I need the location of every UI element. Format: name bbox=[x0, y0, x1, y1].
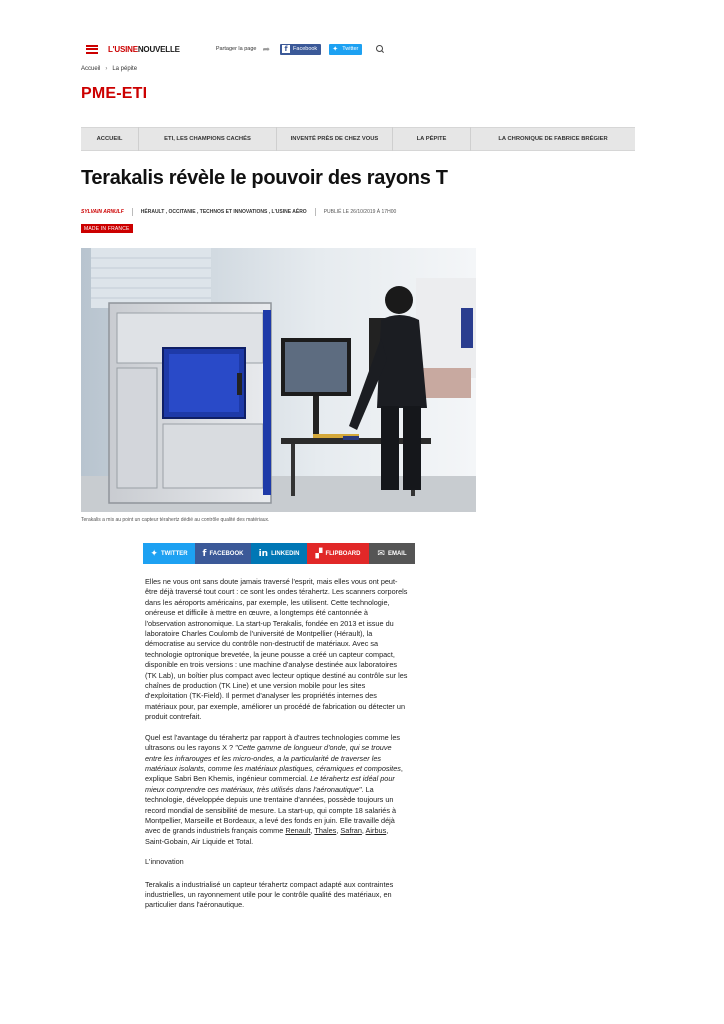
breadcrumb bbox=[81, 66, 137, 72]
meta-divider bbox=[315, 208, 316, 216]
quote-text: Le térahertz est idéal pour mieux comprendre ces matériaux, très utilisés dans l'aéronautique" bbox=[145, 774, 395, 794]
article-subhead: L'innovation bbox=[145, 857, 184, 867]
facebook-icon: f bbox=[282, 45, 290, 53]
share-flipboard-button[interactable] bbox=[307, 543, 369, 564]
article-photo bbox=[81, 248, 476, 512]
share-email-button[interactable] bbox=[369, 543, 415, 564]
share-twitter-label: TWITTER bbox=[160, 550, 188, 557]
nav-item-champions[interactable]: ETI, LES CHAMPIONS CACHÉS bbox=[139, 127, 277, 151]
article-paragraph: Quel est l'avantage du térahertz par rapport à d'autres technologies comme les ultrasons ou les rayons X ? "Cette gamme de longueur d'onde, qui se trouve entre les infrarouges et les micro-ondes, a la particularité de traverser les matériaux isolants, comme les matériaux plastiques, céramiques et composites, explique Sabri Ben Khemis, ingénieur commercial. Le térahertz est idéal pour mieux comprendre ces matériaux, très utilisés dans l'aéronautique". La technologie, développée depuis une trentaine d'années, possède toujours un record mondial de sensibilité de mesure. La start-up, qui compte 18 salariés à Montpellier, Marseille et Bordeaux, a levé des fonds en juin. Elle travaille déjà avec de grands industriels français comme Renault, Thales, Safran, Airbus, Saint-Gobain, Air Liquide et Total. bbox=[145, 732, 403, 846]
share-linkedin-button[interactable] bbox=[251, 543, 307, 564]
chevron-right-icon: › bbox=[105, 66, 108, 72]
quote-text: "Cette gamme de longueur d'onde, qui se trouve entre les infrarouges et les micro-ondes, a la particularité de traverser les matériaux isolants, comme les matériaux plastiques, céramiques et composites bbox=[145, 743, 401, 773]
logo-part2: NOUVELLE bbox=[137, 44, 180, 54]
search-icon[interactable] bbox=[376, 45, 384, 53]
nav-item-accueil[interactable]: ACCUEIL bbox=[81, 127, 139, 151]
paragraph-text: , explique Sabri Ben Khemis, ingénieur commercial. bbox=[145, 763, 403, 784]
nav-item-invente[interactable]: INVENTÉ PRÈS DE CHEZ VOUS bbox=[277, 127, 393, 151]
hamburger-menu-icon[interactable] bbox=[86, 45, 98, 54]
paragraph-text: Quel est l'avantage du térahertz par rapport à d'autres technologies comme les ultrasons ou les rayons X ? bbox=[145, 732, 401, 753]
article-meta bbox=[81, 208, 501, 216]
header-facebook-label: Facebook bbox=[293, 46, 318, 52]
article-paragraph: Terakalis a industrialisé un capteur térahertz compact adapté aux contraintes industrielles, un rayonnement utile pour le contrôle qualité des matériaux, en particulier dans l'aéronautique. bbox=[145, 879, 394, 910]
share-page-label: Partager la page bbox=[215, 46, 257, 52]
twitter-icon: ✦ bbox=[332, 45, 339, 53]
share-arrow-icon: ➦ bbox=[262, 43, 271, 54]
site-logo[interactable] bbox=[108, 45, 180, 54]
section-nav bbox=[81, 127, 635, 151]
article-tags[interactable]: HÉRAULT , OCCITANIE , TECHNOS ET INNOVATIONS , L'USINE AÉRO bbox=[140, 209, 307, 215]
breadcrumb-home[interactable]: Accueil bbox=[81, 66, 101, 72]
photo-caption: Terakalis a mis au point un capteur térahertz dédié au contrôle qualité des matériaux. bbox=[81, 517, 270, 523]
header-twitter-label: Twitter bbox=[342, 46, 359, 52]
nav-item-chronique[interactable]: LA CHRONIQUE DE FABRICE BRÉGIER bbox=[498, 136, 608, 142]
linkedin-icon: in bbox=[258, 548, 269, 559]
paragraph-text: . La technologie, développée depuis une trentaine d'années, possède toujours un record mondial de sensibilité de mesure. La start-up, qui compte 18 salariés à Montpellier, Marseille et Bordeaux, a levé des fonds en juin. Elle travaille déjà avec de grands industriels français comme bbox=[145, 784, 397, 836]
top-bar bbox=[86, 40, 646, 58]
article-headline: Terakalis révèle le pouvoir des rayons T bbox=[81, 167, 448, 189]
link-airbus[interactable]: Airbus bbox=[365, 826, 387, 836]
email-icon: ✉ bbox=[377, 548, 385, 559]
share-facebook-button[interactable] bbox=[195, 543, 251, 564]
logo-part1: L'USINE bbox=[108, 44, 138, 54]
article-author[interactable]: SYLVAIN ARNULF bbox=[81, 209, 124, 215]
twitter-icon: ✦ bbox=[150, 548, 158, 559]
link-safran[interactable]: Safran bbox=[340, 826, 362, 836]
facebook-icon: f bbox=[202, 548, 207, 559]
made-in-france-badge[interactable]: MADE IN FRANCE bbox=[81, 224, 133, 233]
link-renault[interactable]: Renault bbox=[285, 826, 311, 836]
article-date: PUBLIÉ LE 26/10/2019 À 17H00 bbox=[323, 209, 397, 215]
article-body bbox=[145, 577, 409, 921]
header-facebook-button[interactable] bbox=[280, 44, 321, 55]
share-twitter-button[interactable] bbox=[143, 543, 195, 564]
lab-photo-illustration bbox=[81, 248, 476, 512]
share-bar bbox=[143, 543, 415, 564]
share-facebook-label: FACEBOOK bbox=[209, 550, 244, 557]
link-thales[interactable]: Thales bbox=[314, 826, 337, 836]
share-email-label: EMAIL bbox=[387, 550, 407, 557]
section-title[interactable]: PME-ETI bbox=[81, 85, 148, 102]
article-paragraph: Elles ne vous ont sans doute jamais traversé l'esprit, mais elles vous ont peut-être déjà traversé tout court : ce sont les ondes térahertz. Les scanners corporels dans les aéroports américains, par exemple, les utilisent. Cette technologie, onéreuse et difficile à mettre en œuvre, a longtemps été cantonnée à l'observation astronomique. La start-up Terakalis, fondée en 2013 et issue du laboratoire Charles Coulomb de l'université de Montpellier (Hérault), la démocratise au service du contrôle non-destructif de matériaux. Avec sa technologie optronique brevetée, la jeune pousse a créé un capteur compact, disponible en trois versions : une machine d'analyse destinée aux laboratoires (TK Lab), un boîtier plus compact avec lecteur optique destiné au contrôle sur les chaînes de production (TK Line) et une version mobile pour les sites d'exploitation (TK-Field). Il permet d'analyser les propriétés internes des matériaux pour, par exemple, améliorer un procédé de fabrication ou détecter un produit contrefait. bbox=[145, 577, 408, 722]
breadcrumb-current[interactable]: La pépite bbox=[112, 66, 138, 72]
share-linkedin-label: LINKEDIN bbox=[271, 550, 300, 557]
flipboard-icon: ▞ bbox=[315, 548, 323, 559]
paragraph-text: , Saint-Gobain, Air Liquide et Total. bbox=[145, 826, 389, 846]
share-flipboard-label: FLIPBOARD bbox=[325, 550, 361, 557]
header-twitter-button[interactable] bbox=[329, 44, 362, 55]
nav-item-pepite[interactable]: LA PÉPITE bbox=[393, 127, 471, 151]
meta-divider bbox=[132, 208, 133, 216]
